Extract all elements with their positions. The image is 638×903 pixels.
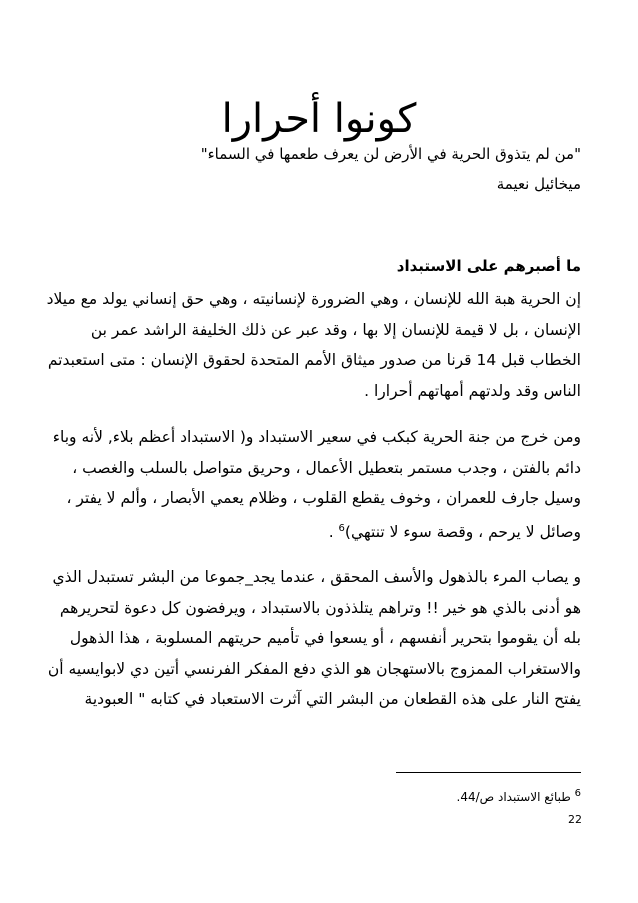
paragraph-line: دائم بالفتن ، وجدب مستمر بتعطيل الأعمال ، وحريق متواصل بالسلب والغصب ، bbox=[72, 458, 581, 477]
epigraph-author: ميخائيل نعيمة bbox=[496, 175, 581, 193]
page-number: 22 bbox=[568, 813, 582, 826]
paragraph-line-with-footnote bbox=[57, 514, 581, 548]
paragraph-line: والاستغراب الممزوج بالاستهجان هو الذي دفع المفكر الفرنسي أتين دي لابوايسيه أن bbox=[47, 659, 581, 678]
paragraph-line: ومن خرج من جنة الحرية كبكب في سعير الاستبداد و( الاستبداد أعظم بلاء, لأنه وباء bbox=[52, 428, 581, 446]
paragraph-line: و يصاب المرء بالذهول والأسف المحقق ، عندما يجد_جموعا من البشر تستبدل الذي bbox=[52, 568, 581, 586]
paragraph-1 bbox=[46, 284, 581, 406]
footnote-number: 6 bbox=[574, 788, 581, 799]
paragraph-2 bbox=[52, 422, 581, 547]
footnote-text: طبائع الاستبداد ص/44. bbox=[456, 790, 571, 804]
paragraph-line: هو أدنى بالذي هو خير !! وتراهم يتلذذون بالاستبداد ، ويرفضون كل دعوة لتحريرهم bbox=[59, 598, 581, 617]
footnote-reference[interactable]: 6 bbox=[338, 522, 345, 534]
epigraph-quote: "من لم يتذوق الحرية في الأرض لن يعرف طعمها في السماء" bbox=[200, 145, 581, 163]
paragraph-3 bbox=[47, 562, 581, 715]
paragraph-line: الخطاب قبل 14 قرنا من صدور ميثاق الأمم المتحدة لحقوق الإنسان : متى استعبدتم bbox=[47, 351, 581, 369]
paragraph-line: إن الحرية هبة الله للإنسان ، وهي الضرورة لإنسانيته ، وهي حق إنساني يولد مع ميلاد bbox=[46, 290, 581, 308]
paragraph-line: يفتح النار على هذه القطعان من البشر التي آثرت الاستعباد في كتابه " العبودية bbox=[84, 690, 581, 708]
footnote bbox=[457, 786, 582, 805]
page-title: كونوا أحرارا bbox=[221, 95, 417, 142]
paragraph-line-end: . bbox=[328, 522, 339, 541]
section-heading: ما أصبرهم على الاستبداد bbox=[396, 257, 581, 275]
paragraph-line: الناس وقد ولدتهم أمهاتهم أحرارا . bbox=[364, 381, 581, 400]
paragraph-line: وسيل جارف للعمران ، وخوف يقطع القلوب ، وظلام يعمي الأبصار ، وألم لا يفتر ، bbox=[66, 489, 581, 507]
paragraph-line: بله أن يقوموا بتحرير أنفسهم ، أو يسعوا في تأميم حريتهم المسلوبة ، هذا الذهول bbox=[69, 629, 581, 647]
footnote-divider bbox=[396, 772, 581, 773]
paragraph-line-text: وصائل لا يرحم ، وقصة سوء لا تنتهي) bbox=[344, 522, 581, 541]
paragraph-line: الإنسان ، بل لا قيمة للإنسان إلا بها ، وقد عبر عن ذلك الخليفة الراشد عمر بن bbox=[90, 320, 581, 339]
